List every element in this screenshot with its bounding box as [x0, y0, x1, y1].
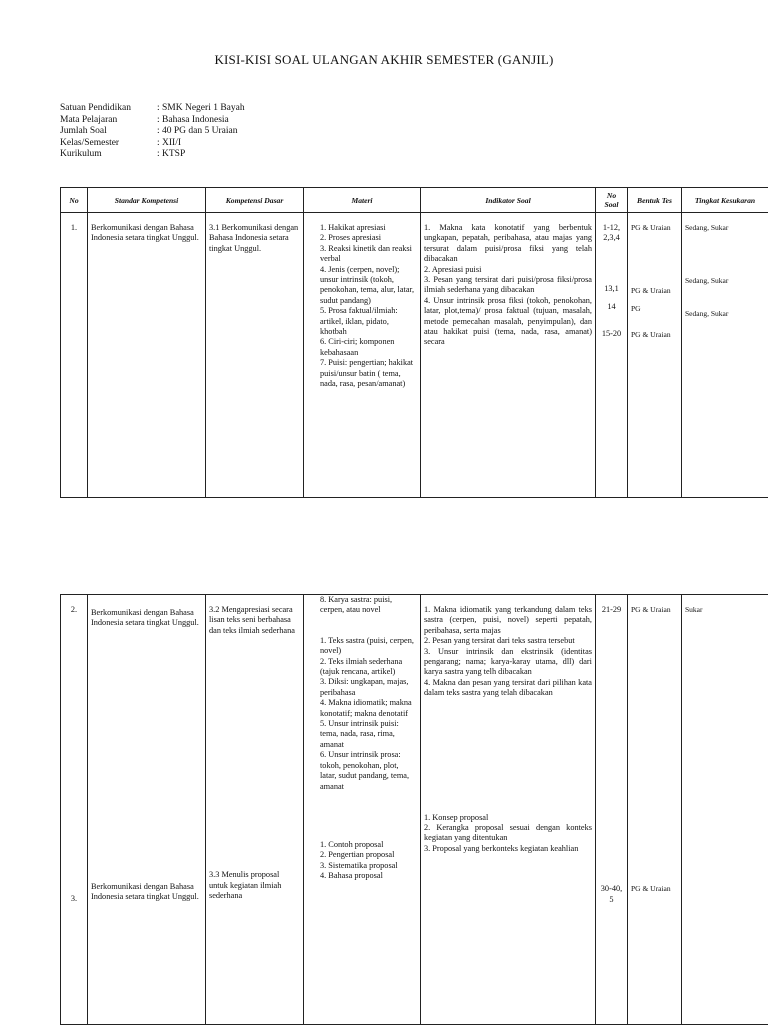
standar-kompetensi-cell [88, 595, 206, 1025]
row-number: 1. [61, 213, 88, 498]
materi-item: 3. Diksi: ungkapan, majas, peribahasa [307, 677, 417, 698]
materi-item: 3. Sistematika proposal [307, 861, 417, 871]
table-row [61, 595, 768, 1025]
no-soal-cell [596, 213, 628, 498]
materi-item: 6. Unsur intrinsik prosa: tokoh, penokohan, plot, latar, sudut pandang, tema, amanat [307, 750, 417, 792]
indikator-item: 2. Pesan yang tersirat dari teks sastra tersebut [424, 636, 592, 646]
tingkat-kesukaran: Sedang, Sukar [685, 309, 765, 318]
meta-row [60, 115, 245, 127]
meta-label: Satuan Pendidikan [60, 103, 157, 115]
indikator-item: 3. Pesan yang tersirat dari puisi/prosa fiksi/prosa ilmiah sederhana yang dibacakan [424, 275, 592, 296]
indikator-item: 2. Kerangka proposal sesuai dengan konteks kegiatan yang ditentukan [424, 823, 592, 844]
materi-item: 7. Puisi: pengertian; hakikat puisi/unsur batin ( tema, nada, rasa, pesan/amanat) [307, 358, 417, 389]
standar-kompetensi: Berkomunikasi dengan Bahasa Indonesia setara tingkat Unggul. [91, 882, 202, 903]
header-indikator-soal: Indikator Soal [421, 188, 596, 213]
meta-value: : Bahasa Indonesia [157, 115, 229, 127]
bentuk-tes: PG & Uraian [631, 286, 678, 295]
bentuk-tes: PG & Uraian [631, 605, 678, 614]
row-number: 2. [64, 605, 84, 615]
bentuk-tes-cell [628, 213, 682, 498]
indikator-item: 1. Makna kata konotatif yang berbentuk ungkapan, pepatah, peribahasa, atau majas yang tersurat dalam puisi/prosa fiksi yang telah dibacakan [424, 223, 592, 265]
meta-value: : KTSP [157, 149, 185, 161]
standar-kompetensi: Berkomunikasi dengan Bahasa Indonesia setara tingkat Unggul. [88, 213, 206, 498]
bentuk-tes: PG [631, 304, 678, 313]
materi-cell [304, 213, 421, 498]
no-soal: 1-12, 2,3,4 [599, 223, 624, 244]
indikator-item: 1. Makna idiomatik yang terkandung dalam teks sastra (cerpen, puisi, novel) seperti pepatah, peribahasa, serta majas [424, 605, 592, 636]
no-soal: 15-20 [599, 329, 624, 339]
indikator-item: 2. Apresiasi puisi [424, 265, 592, 275]
header-no-soal: No Soal [596, 188, 628, 213]
indikator-cell [421, 595, 596, 1025]
row-number-cell [61, 595, 88, 1025]
materi-item: 4. Jenis (cerpen, novel); unsur intrinsik (tokoh, penokohan, tema, alur, latar, sudut pandang) [307, 265, 417, 307]
kompetensi-dasar: 3.1 Berkomunikasi dengan Bahasa Indonesia setara tingkat Unggul. [206, 213, 304, 498]
indikator-item: 3. Unsur intrinsik dan ekstrinsik (identitas pengarang; nama; karya-karay utama, dll) dari karya sastra yang telh dibacakan [424, 647, 592, 678]
bentuk-tes-cell [628, 595, 682, 1025]
no-soal-cell [596, 595, 628, 1025]
meta-row [60, 103, 245, 115]
materi-item: 5. Prosa faktual/ilmiah: artikel, iklan, pidato, khotbah [307, 306, 417, 337]
header-bentuk-tes: Bentuk Tes [628, 188, 682, 213]
materi-item: 6. Ciri-ciri; komponen kebahasaan [307, 337, 417, 358]
meta-label: Mata Pelajaran [60, 115, 157, 127]
table-header-row [61, 188, 768, 213]
materi-item: 4. Makna idiomatik; makna konotatif; makna denotatif [307, 698, 417, 719]
materi-item: 2. Teks ilmiah sederhana (tajuk rencana, artikel) [307, 657, 417, 678]
kompetensi-dasar-cell [206, 595, 304, 1025]
bentuk-tes: PG & Uraian [631, 223, 678, 232]
kompetensi-dasar: 3.2 Mengapresiasi secara lisan teks seni berbahasa dan teks ilmiah sederhana [209, 605, 300, 636]
materi-item: 4. Bahasa proposal [307, 871, 417, 881]
document-meta [60, 103, 245, 161]
kisi-table-page-1 [60, 187, 768, 498]
meta-label: Kelas/Semester [60, 138, 157, 150]
no-soal: 13,1 [599, 284, 624, 294]
meta-row [60, 138, 245, 150]
indikator-item: 4. Makna dan pesan yang tersirat dari pilihan kata dalam teks sastra yang telah dibacakan [424, 678, 592, 699]
materi-item: 3. Reaksi kinetik dan reaksi verbal [307, 244, 417, 265]
kompetensi-dasar: 3.3 Menulis proposal untuk kegiatan ilmiah sederhana [209, 870, 300, 901]
meta-row [60, 149, 245, 161]
materi-item: 5. Unsur intrinsik puisi: tema, nada, rasa, rima, amanat [307, 719, 417, 750]
materi-item: 2. Proses apresiasi [307, 233, 417, 243]
bentuk-tes: PG & Uraian [631, 884, 678, 893]
materi-item: 8. Karya sastra: puisi, cerpen, atau novel [307, 595, 417, 616]
meta-label: Jumlah Soal [60, 126, 157, 138]
no-soal: 14 [599, 302, 624, 312]
tingkat-kesukaran: Sukar [685, 605, 765, 614]
materi-item: 1. Hakikat apresiasi [307, 223, 417, 233]
header-standar-kompetensi: Standar Kompetensi [88, 188, 206, 213]
meta-label: Kurikulum [60, 149, 157, 161]
meta-value: : XII/I [157, 138, 181, 150]
materi-cell [304, 595, 421, 1025]
meta-value: : 40 PG dan 5 Uraian [157, 126, 237, 138]
materi-item: 1. Contoh proposal [307, 840, 417, 850]
kisi-table-page-2 [60, 594, 768, 1025]
table-row [61, 213, 768, 498]
materi-item: 1. Teks sastra (puisi, cerpen, novel) [307, 636, 417, 657]
tingkat-kesukaran-cell [682, 213, 768, 498]
indikator-cell [421, 213, 596, 498]
tingkat-kesukaran: Sedang, Sukar [685, 276, 765, 285]
document-title: KISI-KISI SOAL ULANGAN AKHIR SEMESTER (GANJIL) [0, 52, 768, 68]
indikator-item: 4. Unsur intrinsik prosa fiksi (tokoh, penokohan, latar, plot,tema)/ prosa faktual (tujuan, masalah, metode pemecahan masalah, penyimpulan), dan atau hakikat puisi (tema, nada, rasa, amanat) secara [424, 296, 592, 348]
header-kompetensi-dasar: Kompetensi Dasar [206, 188, 304, 213]
header-tingkat-kesukaran: Tingkat Kesukaran [682, 188, 768, 213]
no-soal: 21-29 [599, 605, 624, 615]
meta-row [60, 126, 245, 138]
standar-kompetensi: Berkomunikasi dengan Bahasa Indonesia setara tingkat Unggul. [91, 608, 202, 629]
indikator-item: 1. Konsep proposal [424, 813, 592, 823]
indikator-item: 3. Proposal yang berkonteks kegiatan keahlian [424, 844, 592, 854]
meta-value: : SMK Negeri 1 Bayah [157, 103, 245, 115]
materi-item: 2. Pengertian proposal [307, 850, 417, 860]
tingkat-kesukaran-cell [682, 595, 768, 1025]
no-soal: 30-40, 5 [599, 884, 624, 905]
bentuk-tes: PG & Uraian [631, 330, 678, 339]
row-number: 3. [64, 894, 84, 904]
header-materi: Materi [304, 188, 421, 213]
header-no: No [61, 188, 88, 213]
tingkat-kesukaran: Sedang, Sukar [685, 223, 765, 232]
